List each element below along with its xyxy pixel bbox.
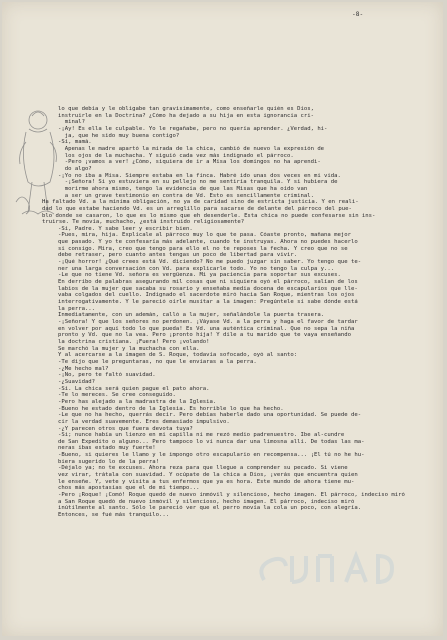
text-line: -Bueno he estado dentro de la Iglesia. Es horrible lo que ha hecho.: [58, 405, 284, 412]
text-line: en volver por aquí todo lo que pueda! Es Vd. una auténtica criminal. Que no sepa la niña: [58, 325, 355, 332]
text-line: -Le que no ha hecho, querrás decir. Pero debías haberle dado una oportunidad. Se puede de-: [58, 412, 362, 419]
text-line: Apenas le madre apartó la mirada de la chica, cambió de nuevo la expresión de: [58, 145, 325, 152]
text-line: cir la verdad suavemente. Eres demasiado impulsivo.: [58, 418, 230, 425]
text-line: chos más apostasías que el de mi tiempo...: [58, 485, 200, 492]
text-line: -¿Suavidad?: [58, 378, 96, 385]
text-line: de San Expedito o alguno... Pero tampoco lo vi nunca dar una limosna allí. De todas las ma-: [58, 438, 365, 445]
text-line: -Pero ¡Roque! ¡Comó! Roque quedó de nuevo inmóvil y silencioso, hecho imagen. El párroco, indeciso miró: [58, 492, 405, 499]
text-line: -¡No, pero te faltó suavidad.: [58, 372, 156, 379]
text-line: le enseñe. Y, vete y visita a tus enfermos que ya es hora. Este mundo de ahora tiene mu-: [58, 478, 355, 485]
text-line: -Sí. La chica será quien pague el pato ahora.: [58, 385, 210, 392]
text-line: la doctrina cristiana. ¡Fuera! Pero ¡volando!: [58, 338, 210, 345]
text-line: do algo?: [58, 165, 92, 172]
document-page: [2, 2, 443, 636]
text-line: Ha faltado Vd. a la mínima obligación, no ya de caridad sino de estricta justicia. Y en reali-: [42, 199, 359, 206]
text-line: Se marchó la mujer y la muchacha con ella.: [58, 345, 200, 352]
page-number: -8-: [352, 11, 364, 18]
text-line: labios de la mujer que sacaba su rosario y enseñaba media docena de escapularios que lle-: [58, 285, 358, 292]
stamp-watermark-icon: [252, 542, 432, 592]
text-line: ja, que he sido muy buena contigo?: [58, 132, 180, 139]
text-line: -Pero has alejado a la madrastra de la Iglesia.: [58, 398, 217, 405]
text-line: la perra...: [58, 305, 96, 312]
text-line: ner una larga conversación con Vd. para explicarle todo. Yo no tengo la culpa y...: [58, 265, 335, 272]
text-line: -¡Yo no iba a Misa. Siempre estaba en la finca. Habré ido unas dos veces en mi vida.: [58, 172, 341, 179]
text-line: truirse. Te movía, muchacho, ¿está instruido religiosamente?: [42, 219, 245, 226]
text-line: Y al acercarse a la imagen de S. Roque, todavía sofocado, oyó al santo:: [58, 352, 298, 359]
text-line: vez virar, trátala con suavidad. Y ocúpate de la chica a Dios, ¡verás que encuentra quien: [58, 472, 358, 479]
text-line: Entonces, se fué más tranquilo...: [58, 512, 170, 519]
text-line: instruirle en la Doctrina? ¿Cómo ha dejado a su hija en esta ignorancia cri-: [58, 112, 314, 119]
text-line: blo donde se casaron, lo que es lo mismo que eh desenderle. Esta chica no puede confesarse sin ins-: [42, 212, 376, 219]
text-line: -Si; nunce había un lienzo en mi capilla ni me rezó medio padrenuestro. Ibe al-cundre: [58, 432, 345, 439]
text-line: -Sí, mamá.: [58, 139, 92, 146]
text-line: pronto y Vd. que no la vea. Pero ¡pronto hija! Y dile a tu marido que te vaya enseñando: [58, 332, 351, 339]
text-line: -¿Y parecen otros que fuera devota tuya?: [58, 425, 193, 432]
text-line: a San Roque quedó de nuevo inmóvil y silencioso, hecho imagen. El párroco, indeciso miró: [58, 498, 355, 505]
text-line: -Bueno, si quieres le llamo y le impongo otro escapulario en recompensa... ¡El tú no he hu-: [58, 452, 365, 459]
text-line: lo que debía y le obligabe tan gravisimamente, como enseñarle quién es Dios,: [58, 106, 314, 112]
text-line: -¡Qué horror! ¿Qué crees está Vd. diciendo? No me puedo juzgar sin saber. Yo tengo que te-: [58, 259, 362, 266]
text-line: a ser un grave testimonio en contra de Vd. Esto es sencillamente criminal.: [58, 192, 314, 199]
text-line: que pasado. Y yo te confesaría más adelante, cuando te instruyas. Ahora no puedes hacerlo: [58, 239, 358, 246]
text-line: dad lo que estabe haciendo Vd. es un arreglillo para sacarse de delante del párroco del pue-: [42, 205, 352, 212]
document-body-text: [42, 106, 412, 519]
text-line: -Pues, mira, hija. Explícale al párroco muy lo que te pasa. Cóaste pronto, mañana mejor: [58, 232, 351, 239]
text-line: -¡Señora! Y que los señores no perdonen. ¡Váyase Vd. a la perra y haga el favor de tardar: [58, 319, 358, 325]
text-line: si consigo. Mira, creo que tengo para ello el no te reposes la fecha. Y creo que no se: [58, 245, 348, 252]
text-line: inútilmente al santo. Sólo le pareció ver que el perro movía la cola un poco, con alegría.: [58, 505, 362, 512]
text-line: vaba colgados del cuello. Indignado el sacerdote miró hacia San Roque, mientras los ojos: [58, 292, 355, 299]
text-line: neras ibas estado muy fuerte!: [58, 445, 156, 452]
text-line: minal?: [58, 119, 85, 126]
text-line: morirme ahora mismo, tengo la evidencia de que las Misas que ha oído van: [58, 185, 308, 192]
text-line: -¿Me hecho mal?: [58, 365, 109, 372]
text-line: -Pero ¡vamos a ver! ¿Cómo, siquiera de ir a Misa los domingos no ha aprendi-: [58, 159, 321, 166]
text-line: -Te lo mereces. Se cree conseguido.: [58, 392, 176, 399]
text-line: -¡Ay! Es ella le culpable. Yo le regañabe, pero no quería aprender. ¿Verdad, hi-: [58, 125, 328, 132]
text-line: -Déjalo ya; no te excuses. Ahora reza para que llegue a comprender su pecado. Si viene: [58, 465, 348, 472]
text-line: -¡Señora! Si yo estuviera en su pellejo no me sentiría tranquila. Y si hubiera de: [58, 179, 338, 186]
text-line: los ojos de la muchacha. Y siguió cada vez más indignado el párroco.: [58, 152, 294, 159]
text-line: biera sugerido lo de la perra!: [58, 458, 160, 465]
text-line: -Te dijo que le preguntaras, no que le enviaras a la perra.: [58, 358, 257, 365]
text-line: En derribo de palabras asegurando mil cosas que ni siquiera oyó el párroco, salían de los: [58, 279, 358, 286]
text-line: debe retraser, pero cuanto antes tengas un poco de libertad para vivir.: [58, 252, 298, 259]
text-line: -Sí, Padre. Y sabe leer y escribir bien.: [58, 225, 193, 232]
text-line: interrogativamente. Y le pareció oírle musitar a la imagen: Pregúntele si sabe dónde está: [58, 299, 358, 306]
text-line: -Le que no tiene Vd. señora es vergüenza. Mi ya paciencia para soportar sus excuses.: [58, 272, 341, 279]
text-line: Inmediatamente, con un ademán, calló a la mujer, señalándole la puerta trasera.: [58, 312, 325, 319]
